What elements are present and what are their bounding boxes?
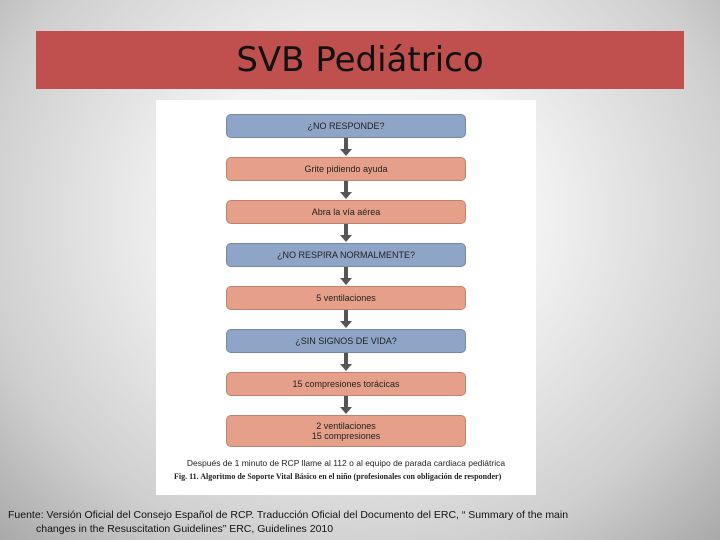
arrow-down-icon [340, 138, 352, 156]
step-5-ventilaciones: 5 ventilaciones [226, 286, 466, 310]
arrow-down-icon [340, 224, 352, 242]
step-ciclo-rcp [226, 415, 466, 447]
source-line1: Fuente: Versión Oficial del Consejo Español de RCP. Traducción Oficial del Documento del ERC, “ Summary of the main [8, 509, 569, 521]
arrow-down-icon [340, 267, 352, 285]
step-15-compresiones: 15 compresiones torácicas [226, 372, 466, 396]
step-sin-signos-vida: ¿SIN SIGNOS DE VIDA? [226, 329, 466, 353]
arrow-down-icon [340, 396, 352, 414]
source-line2: changes in the Resuscitation Guidelines” ERC, Guidelines 2010 [36, 523, 334, 535]
arrow-down-icon [340, 310, 352, 328]
figure-caption-text: Fig. 11. Algoritmo de Soporte Vital Básico en el niño (profesionales con obligación de responder) [174, 472, 502, 481]
step-no-respira: ¿NO RESPIRA NORMALMENTE? [226, 243, 466, 267]
after-rcp-text: Después de 1 minuto de RCP llame al 112 o al equipo de parada cardiaca pediátrica [186, 458, 506, 468]
step-ciclo-line2: 15 compresiones [311, 431, 381, 441]
source-note [8, 508, 708, 536]
step-ciclo-line1: 2 ventilaciones [316, 421, 376, 431]
arrow-down-icon [340, 181, 352, 199]
title-bar [36, 31, 684, 89]
slide-title: SVB Pediátrico [236, 40, 484, 80]
step-abra-via-aerea: Abra la vía aérea [226, 200, 466, 224]
step-no-responde: ¿NO RESPONDE? [226, 114, 466, 138]
step-grite-ayuda: Grite pidiendo ayuda [226, 157, 466, 181]
figure-caption [174, 472, 524, 481]
arrow-down-icon [340, 353, 352, 371]
flowchart-figure [156, 100, 536, 495]
